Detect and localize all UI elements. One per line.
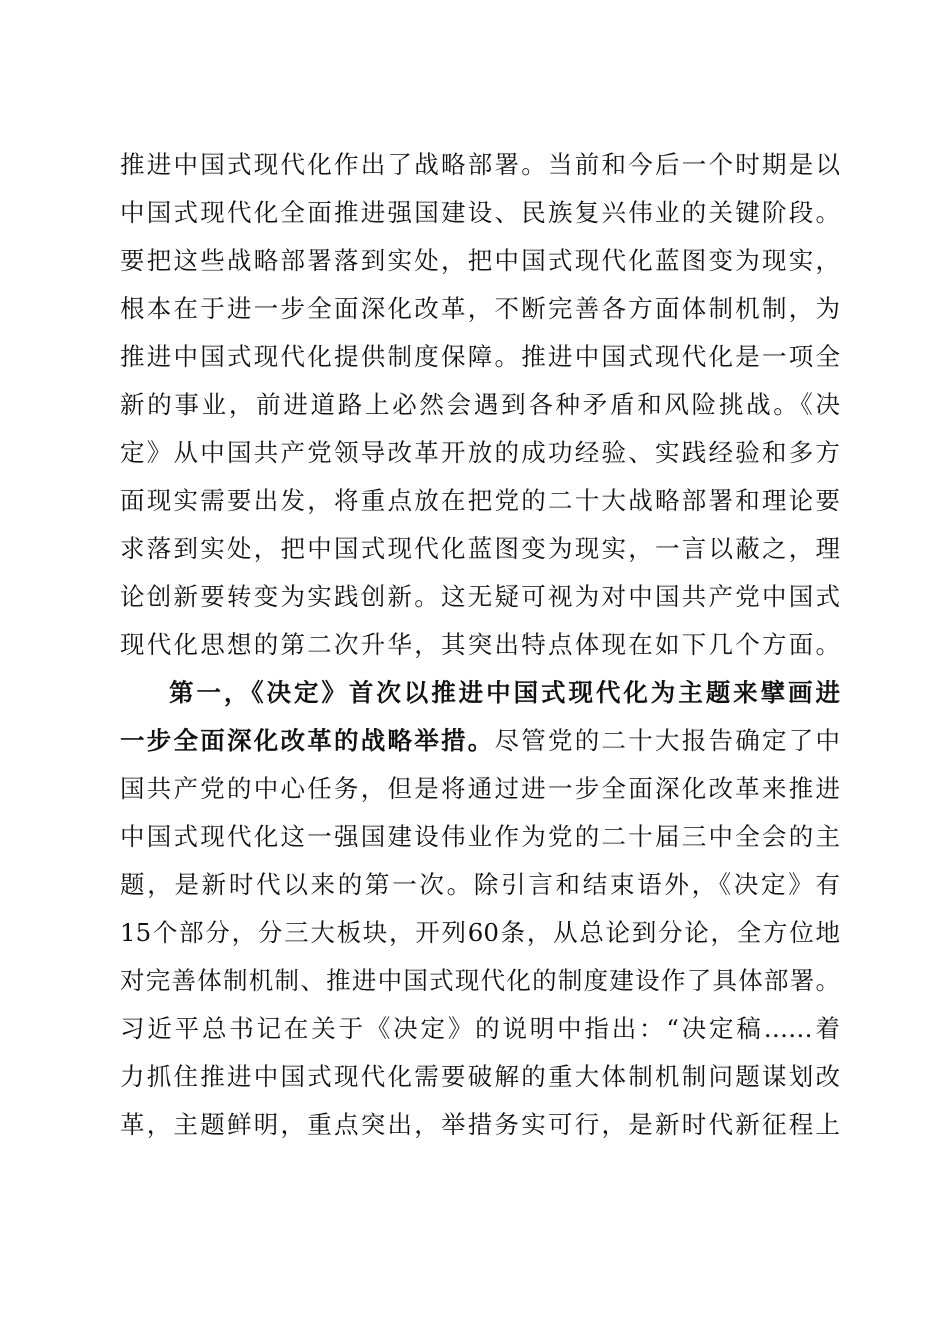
paragraph-2-line-10: 革，主题鲜明，重点突出，举措务实可行，是新时代新征程上	[120, 1110, 840, 1139]
paragraph-2-line-6: 15个部分，分三大板块，开列60条，从总论到分论，全方位地	[120, 918, 840, 947]
paragraph-2-line-2-rest: 尽管党的二十大报告确定了中	[494, 726, 840, 755]
paragraph-2-line-4: 中国式现代化这一强国建设伟业作为党的二十届三中全会的主	[120, 822, 840, 851]
paragraph-1-line-9: 求落到实处，把中国式现代化蓝图变为现实，一言以蔽之，理	[120, 534, 840, 563]
paragraph-2-line-2-bold: 一步全面深化改革的战略举措。	[120, 726, 495, 755]
paragraph-1-line-5: 推进中国式现代化提供制度保障。推进中国式现代化是一项全	[120, 342, 840, 371]
paragraph-2-line-8: 习近平总书记在关于《决定》的说明中指出：“决定稿……着	[120, 1014, 840, 1043]
paragraph-1-line-4: 根本在于进一步全面深化改革，不断完善各方面体制机制，为	[120, 294, 840, 323]
paragraph-2-line-3: 国共产党的中心任务，但是将通过进一步全面深化改革来推进	[120, 774, 840, 803]
paragraph-2-line-9: 力抓住推进中国式现代化需要破解的重大体制机制问题谋划改	[120, 1062, 840, 1091]
paragraph-1-line-7: 定》从中国共产党领导改革开放的成功经验、实践经验和多方	[120, 438, 840, 467]
paragraph-1-line-1: 推进中国式现代化作出了战略部署。当前和今后一个时期是以	[120, 150, 840, 179]
paragraph-1-line-6: 新的事业，前进道路上必然会遇到各种矛盾和风险挑战。《决	[120, 390, 840, 419]
paragraph-2-line-2	[120, 717, 840, 765]
paragraph-1-line-3: 要把这些战略部署落到实处，把中国式现代化蓝图变为现实，	[120, 246, 840, 275]
paragraph-1-line-10: 论创新要转变为实践创新。这无疑可视为对中国共产党中国式	[120, 582, 840, 611]
paragraph-1-line-11: 现代化思想的第二次升华，其突出特点体现在如下几个方面。	[120, 630, 840, 659]
paragraph-2-line-1: 第一，《决定》首次以推进中国式现代化为主题来擘画进	[169, 678, 840, 707]
paragraph-2-line-7: 对完善体制机制、推进中国式现代化的制度建设作了具体部署。	[120, 966, 840, 995]
paragraph-1-line-2: 中国式现代化全面推进强国建设、民族复兴伟业的关键阶段。	[120, 198, 840, 227]
paragraph-2-line-5: 题，是新时代以来的第一次。除引言和结束语外，《决定》有	[120, 870, 840, 899]
paragraph-1-line-8: 面现实需要出发，将重点放在把党的二十大战略部署和理论要	[120, 486, 840, 515]
